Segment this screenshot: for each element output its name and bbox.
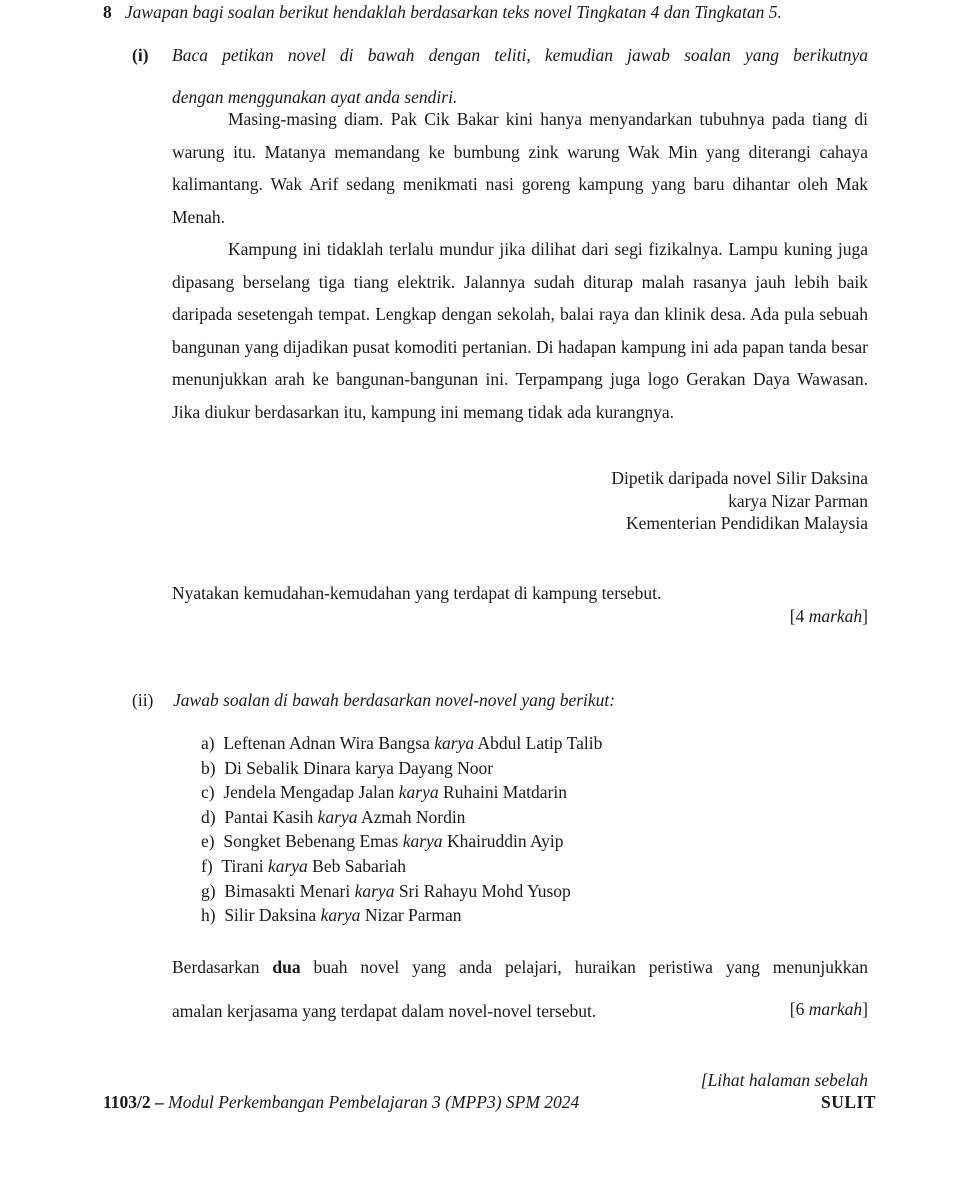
novel-title: Bimasakti Menari [224, 880, 351, 901]
part-i-instruction-line1: Baca petikan novel di bawah dengan teliti, kemudian jawab soalan yang berikutnya [172, 45, 868, 65]
novel-karya: karya [267, 855, 308, 876]
novel-item [201, 903, 841, 928]
question-number: 8 [103, 2, 112, 22]
novel-author: Ruhaini Matdarin [443, 782, 567, 803]
novel-author: Azmah Nordin [360, 806, 466, 827]
novel-letter: d) [201, 806, 216, 827]
novel-letter: c) [201, 782, 215, 803]
passage-paragraph-1: Masing-masing diam. Pak Cik Bakar kini hanya menyandarkan tubuhnya pada tiang di warung itu. Matanya memandang ke bumbung zink warung Wak Min yang diterangi cahaya kalimantang. Wak Arif sedang menikmati nasi goreng kampung yang baru dihantar oleh Mak Menah. [172, 109, 868, 227]
part-i-label: (i) [132, 45, 149, 65]
novel-item [201, 731, 841, 756]
part-i-instruction-line2: dengan menggunakan ayat anda sendiri. [172, 87, 458, 107]
novel-letter: b) [201, 757, 216, 778]
novel-karya: karya [317, 806, 358, 827]
novel-karya: karya [402, 831, 443, 852]
novel-karya: karya [320, 905, 361, 926]
novel-title: Tirani [221, 855, 264, 876]
part-ii-question-line2: amalan kerjasama yang terdapat dalam novel-novel tersebut. [172, 1001, 597, 1021]
part-i-question: Nyatakan kemudahan-kemudahan yang terdapat di kampung tersebut. [172, 583, 662, 603]
novel-author: Nizar Parman [364, 905, 462, 926]
novel-letter: h) [201, 905, 216, 926]
novel-letter: g) [201, 880, 216, 901]
novel-item [201, 756, 841, 781]
novel-author: Khairuddin Ayip [446, 831, 564, 852]
source-line-2: karya Nizar Parman [728, 490, 868, 511]
novel-author: Sri Rahayu Mohd Yusop [398, 880, 571, 901]
footer-module [103, 1091, 743, 1113]
novel-title: Di Sebalik Dinara [224, 757, 351, 778]
novel-letter: a) [201, 733, 215, 753]
part-ii-instruction: Jawab soalan di bawah berdasarkan novel-novel yang berikut: [173, 690, 616, 710]
question-instruction: Jawapan bagi soalan berikut hendaklah berdasarkan teks novel Tingkatan 4 dan Tingkatan 5. [124, 2, 782, 22]
passage-source [400, 467, 868, 535]
novel-item [201, 780, 841, 805]
module-name: Modul Perkembangan Pembelajaran 3 (MPP3) SPM 2024 [168, 1092, 580, 1112]
novel-author: Beb Sabariah [312, 855, 406, 876]
novel-karya: karya [398, 782, 439, 803]
classification-label: SULIT [820, 1092, 876, 1112]
novel-passage [172, 103, 868, 428]
novel-list [201, 731, 841, 928]
novel-title: Jendela Mengadap Jalan [223, 782, 395, 803]
next-page-note: [Lihat halaman sebelah [700, 1070, 868, 1090]
part-ii-marks: [6 markah] [789, 999, 868, 1019]
novel-item [201, 879, 841, 904]
novel-title: Pantai Kasih [224, 806, 314, 827]
novel-letter: f) [201, 855, 213, 876]
paper-code: 1103/2 – [103, 1092, 164, 1112]
novel-item [201, 829, 841, 854]
passage-paragraph-2: Kampung ini tidaklah terlalu mundur jika dilihat dari segi fizikalnya. Lampu kuning juga dipasang berselang tiga tiang elektrik. Jalannya sudah diturap malah rasanya jauh lebih baik daripada sesetengah tempat. Lengkap dengan sekolah, balai raya dan klinik desa. Ada pula sebuah bangunan yang dijadikan pusat komoditi pertanian. Di hadapan kampung ini ada papan tanda besar menunjukkan arah ke bangunan-bangunan ini. Terpampang juga logo Gerakan Daya Wawasan. Jika diukur berdasarkan itu, kampung ini memang tidak ada kurangnya. [172, 239, 868, 422]
novel-item [201, 854, 841, 879]
part-ii-label: (ii) [132, 690, 154, 710]
novel-title: Silir Daksina [224, 905, 317, 926]
question-8-header [103, 2, 863, 23]
part-i-marks: [4 markah] [789, 606, 868, 626]
novel-author: Dayang Noor [398, 757, 494, 778]
novel-title: Leftenan Adnan Wira Bangsa [223, 733, 430, 753]
source-line-1: Dipetik daripada novel Silir Daksina [611, 468, 868, 488]
novel-item [201, 805, 841, 830]
novel-letter: e) [201, 831, 215, 852]
source-line-3: Kementerian Pendidikan Malaysia [625, 513, 868, 533]
novel-title: Songket Bebenang Emas [223, 831, 399, 852]
novel-karya: karya [354, 880, 395, 901]
emphasis-dua: dua [272, 957, 301, 977]
part-ii-question-line1: Berdasarkan dua buah novel yang anda pelajari, huraikan peristiwa yang menunjukkan [172, 957, 869, 977]
novel-author: Abdul Latip Talib [477, 733, 603, 753]
novel-karya: karya [355, 757, 394, 778]
novel-karya: karya [434, 733, 475, 753]
part-i-instruction [172, 45, 868, 108]
